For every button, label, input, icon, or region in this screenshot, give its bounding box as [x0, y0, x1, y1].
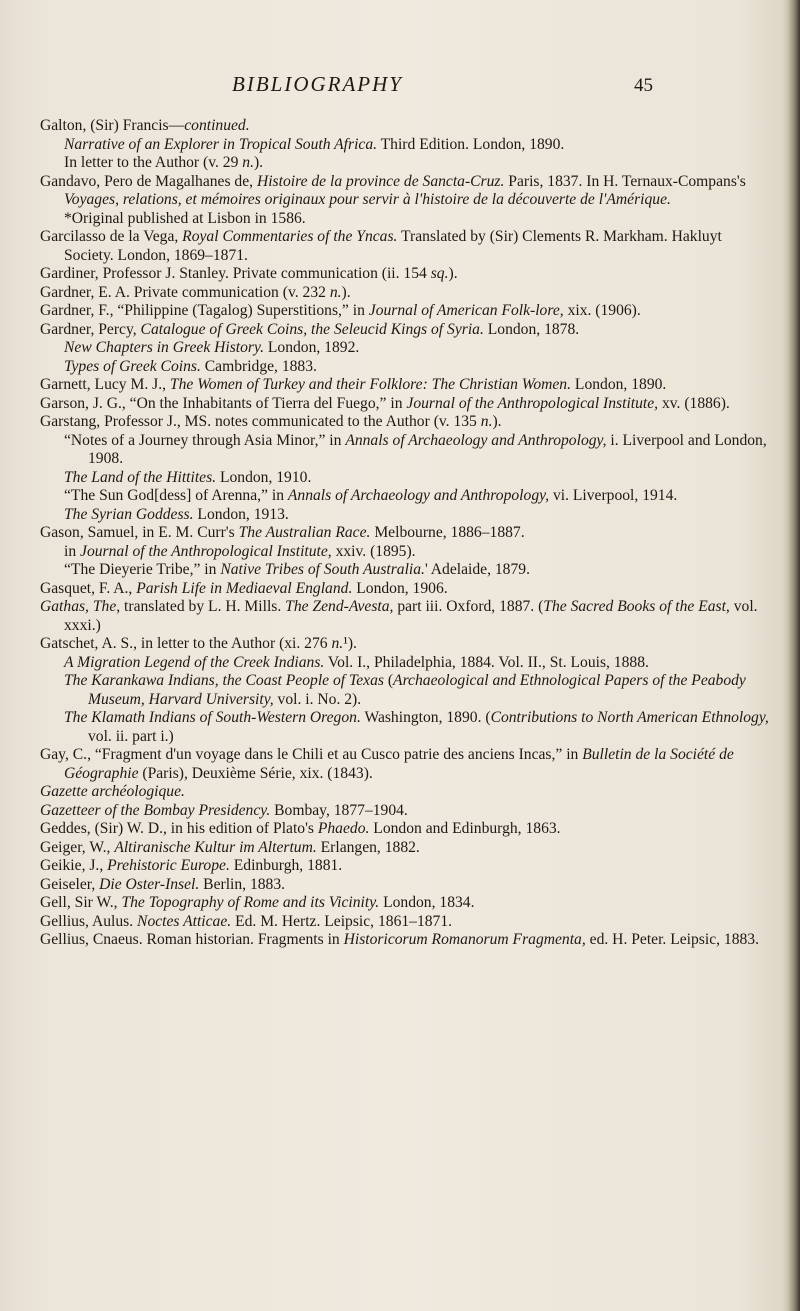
entry-text: “Notes of a Journey through Asia Minor,” in	[64, 431, 346, 449]
entry-title-text: The Land of the Hittites.	[64, 468, 217, 486]
entry-text: Galton, (Sir) Francis—	[40, 117, 185, 134]
entry-text: Cambridge, 1883.	[200, 357, 317, 375]
entry-text: ).	[492, 413, 502, 430]
bibliography-entry	[40, 709, 774, 746]
bibliography-entry	[40, 820, 774, 839]
bibliography-entry	[40, 358, 774, 377]
bibliography-entry	[40, 210, 774, 229]
entry-text: Geiseler,	[40, 875, 100, 893]
entry-text: Gellius, Cnaeus. Roman historian. Fragments in	[40, 931, 344, 948]
entry-title-text: The Zend-Avesta,	[285, 598, 394, 615]
entry-title-text: n.	[331, 635, 344, 652]
bibliography-entry	[40, 339, 774, 358]
entry-title-text: Gazetteer of the Bombay Presidency.	[40, 801, 271, 819]
entry-text: vol. xxxi.)	[64, 598, 758, 634]
entry-text: vi. Liverpool, 1914.	[549, 487, 678, 504]
entry-title-text: Prehistoric Europe.	[107, 857, 230, 874]
bibliography-entry	[40, 839, 774, 858]
entry-text: ).	[341, 283, 351, 301]
bibliography-entry	[40, 469, 774, 488]
entry-title-text: Journal of American Folk-lore,	[368, 302, 564, 319]
entry-text: “The Sun God[dess] of Arenna,” in	[64, 487, 288, 504]
entry-text: part iii. Oxford, 1887. (	[393, 598, 544, 615]
entry-text: in	[64, 542, 81, 560]
bibliography-entry	[40, 802, 774, 821]
entry-text: vol. ii. part i.)	[88, 727, 174, 745]
entry-text: Gardner, E. A. Private communication (v. 232	[40, 283, 330, 301]
entry-text: London, 1892.	[263, 339, 360, 356]
entry-title-text: continued.	[184, 117, 250, 134]
entry-title-text: The Australian Race.	[238, 524, 371, 541]
bibliography-entry	[40, 321, 774, 340]
entry-text: translated by L. H. Mills.	[120, 598, 286, 615]
entry-text: Geikie, J.,	[40, 857, 108, 874]
entry-text: Gardner, Percy,	[40, 320, 141, 338]
entry-text: Garstang, Professor J., MS. notes communicated to the Author (v. 135	[40, 413, 481, 430]
entry-text: Gatschet, A. S., in letter to the Author (xi. 276	[40, 635, 332, 652]
entry-text: Gardiner, Professor J. Stanley. Private communication (ii. 154	[40, 265, 431, 282]
entry-text: “The Dieyerie Tribe,” in	[64, 561, 221, 578]
entry-title-text: The Karankawa Indians, the Coast People of Texas	[64, 672, 384, 689]
entry-text: vol. i. No. 2).	[273, 690, 362, 708]
entry-text: Edinburgh, 1881.	[229, 857, 343, 874]
entry-title-text: Gathas, The,	[40, 598, 121, 615]
entry-text: Translated by (Sir) Clements R. Markham. Hakluyt Society. London, 1869–1871.	[64, 228, 722, 264]
entry-title-text: Archaeological and Ethnological Papers of the Peabody Museum, Harvard University,	[88, 672, 746, 708]
entry-text: Gandavo, Pero de Magalhanes de,	[40, 172, 257, 190]
entry-title-text: Altiranische Kultur im Altertum.	[114, 838, 317, 856]
entry-text: Vol. I., Philadelphia, 1884. Vol. II., St. Louis, 1888.	[324, 653, 649, 671]
entry-title-text: n.	[480, 413, 493, 430]
entry-text: Geiger, W.,	[40, 838, 115, 856]
entry-title-text: Journal of the Anthropological Institute,	[406, 394, 659, 412]
bibliography-entry	[40, 136, 774, 155]
entry-text: ' Adelaide, 1879.	[424, 561, 530, 578]
page-header	[0, 72, 800, 102]
bibliography-entry	[40, 432, 774, 469]
entry-text: Berlin, 1883.	[199, 875, 286, 893]
bibliography-entry	[40, 302, 774, 321]
entry-text: xxiv. (1895).	[331, 542, 416, 560]
bibliography-entry	[40, 746, 774, 783]
bibliography-entry	[40, 894, 774, 913]
entry-text: Washington, 1890. (	[360, 709, 491, 726]
entry-title-text: Phaedo.	[317, 820, 370, 837]
page-edge-shadow	[782, 0, 800, 1311]
bibliography-entry	[40, 635, 774, 654]
entry-title-text: Voyages, relations, et mémoires originaux pour servir à l'histoire de la découverte de l'Amérique.	[64, 191, 671, 208]
bibliography-entry	[40, 117, 774, 136]
entry-title-text: Journal of the Anthropological Institute,	[80, 542, 332, 560]
bibliography-entry	[40, 561, 774, 580]
entry-text: xix. (1906).	[563, 302, 641, 319]
entry-text: Melbourne, 1886–1887.	[370, 524, 525, 541]
entry-title-text: Bulletin de la Société de Géographie	[64, 746, 734, 782]
bibliography-entry	[40, 265, 774, 284]
page-number: 45	[634, 75, 653, 96]
entry-text: Gay, C., “Fragment d'un voyage dans le Chili et au Cusco patrie des anciens Incas,” in	[40, 746, 583, 763]
entry-text: London, 1910.	[216, 468, 312, 486]
entry-text: London, 1906.	[352, 579, 448, 597]
bibliography-entry	[40, 783, 774, 802]
entry-title-text: Narrative of an Explorer in Tropical South Africa.	[64, 135, 378, 153]
bibliography-entry	[40, 876, 774, 895]
bibliography-entry	[40, 228, 774, 265]
entry-title-text: The Women of Turkey and their Folklore: The Christian Women.	[169, 376, 572, 393]
entry-text: Garnett, Lucy M. J.,	[40, 376, 170, 393]
entry-title-text: New Chapters in Greek History.	[64, 339, 264, 356]
bibliography-entry	[40, 413, 774, 432]
entry-text: *Original published at Lisbon in 1586.	[64, 209, 306, 227]
entry-title-text: Native Tribes of South Australia.	[220, 561, 425, 578]
entry-text: Garson, J. G., “On the Inhabitants of Tierra del Fuego,” in	[40, 394, 407, 412]
entry-text: Garcilasso de la Vega,	[40, 228, 183, 245]
entry-text: Gardner, F., “Philippine (Tagalog) Superstitions,” in	[40, 302, 369, 319]
bibliography-entry	[40, 376, 774, 395]
entry-text: London, 1890.	[571, 376, 667, 393]
bibliography-entry	[40, 931, 774, 950]
entry-text: ).	[448, 265, 458, 282]
entry-title-text: Royal Commentaries of the Yncas.	[182, 228, 398, 245]
entry-title-text: The Syrian Goddess.	[64, 505, 194, 523]
entry-title-text: n.	[242, 154, 254, 171]
entry-text: ¹).	[343, 635, 357, 652]
bibliography-entry	[40, 672, 774, 709]
bibliography-entry	[40, 654, 774, 673]
entry-text: Paris, 1837. In H. Ternaux-Compans's	[504, 172, 746, 190]
bibliography-entry	[40, 598, 774, 635]
entry-text: Gell, Sir W.,	[40, 894, 122, 911]
bibliography-entry	[40, 284, 774, 303]
entry-title-text: Types of Greek Coins.	[64, 357, 201, 375]
entry-text: (Paris), Deuxième Série, xix. (1843).	[138, 764, 373, 782]
entry-text: (	[383, 672, 394, 689]
bibliography-entry	[40, 506, 774, 525]
bibliography-entry	[40, 154, 774, 173]
entry-text: London, 1913.	[193, 505, 289, 523]
running-head: BIBLIOGRAPHY	[232, 72, 403, 96]
entry-title-text: The Klamath Indians of South-Western Oregon.	[64, 709, 361, 726]
entry-text: Gason, Samuel, in E. M. Curr's	[40, 524, 239, 541]
entry-title-text: A Migration Legend of the Creek Indians.	[64, 653, 325, 671]
entry-title-text: The Sacred Books of the East,	[543, 598, 730, 615]
entry-text: London and Edinburgh, 1863.	[369, 820, 561, 837]
bibliography-entry	[40, 524, 774, 543]
entry-text: Geddes, (Sir) W. D., in his edition of Plato's	[40, 820, 318, 837]
entry-text: Gellius, Aulus.	[40, 912, 138, 930]
entry-text: Ed. M. Hertz. Leipsic, 1861–1871.	[231, 912, 453, 930]
entry-text: Gasquet, F. A.,	[40, 579, 137, 597]
entry-title-text: Noctes Atticae.	[137, 912, 232, 930]
bibliography-entry	[40, 543, 774, 562]
entry-title-text: Annals of Archaeology and Anthropology,	[287, 487, 550, 504]
entry-text: ).	[253, 154, 264, 171]
bibliography-entry	[40, 857, 774, 876]
entry-title-text: sq.	[430, 265, 449, 282]
entry-title-text: The Topography of Rome and its Vicinity.	[121, 894, 380, 911]
entry-text: London, 1878.	[483, 320, 580, 338]
entry-title-text: Die Oster-Insel.	[99, 875, 200, 893]
entry-text: xv. (1886).	[658, 394, 730, 412]
bibliography-entry	[40, 487, 774, 506]
entry-title-text: Gazette archéologique.	[40, 783, 185, 800]
bibliography-entry	[40, 913, 774, 932]
entry-text: Third Edition. London, 1890.	[377, 135, 565, 153]
entry-title-text: Histoire de la province de Sancta-Cruz.	[256, 172, 505, 190]
entry-title-text: Historicorum Romanorum Fragmenta,	[343, 931, 586, 948]
entry-text: i. Liverpool and London, 1908.	[88, 431, 767, 467]
entry-text: In letter to the Author (v. 29	[64, 154, 243, 171]
entry-title-text: Contributions to North American Ethnology,	[490, 709, 769, 726]
entry-text: Erlangen, 1882.	[316, 838, 420, 856]
entry-title-text: Catalogue of Greek Coins, the Seleucid Kings of Syria.	[140, 320, 484, 338]
bibliography-entry	[40, 580, 774, 599]
entry-text: Bombay, 1877–1904.	[270, 801, 408, 819]
bibliography-entry	[40, 173, 774, 210]
bibliography-list	[40, 117, 774, 950]
entry-title-text: Parish Life in Mediaeval England.	[136, 579, 353, 597]
bibliography-entry	[40, 395, 774, 414]
entry-title-text: n.	[329, 283, 342, 301]
entry-text: ed. H. Peter. Leipsic, 1883.	[585, 931, 759, 948]
entry-text: London, 1834.	[379, 894, 475, 911]
entry-title-text: Annals of Archaeology and Anthropology,	[345, 431, 607, 449]
